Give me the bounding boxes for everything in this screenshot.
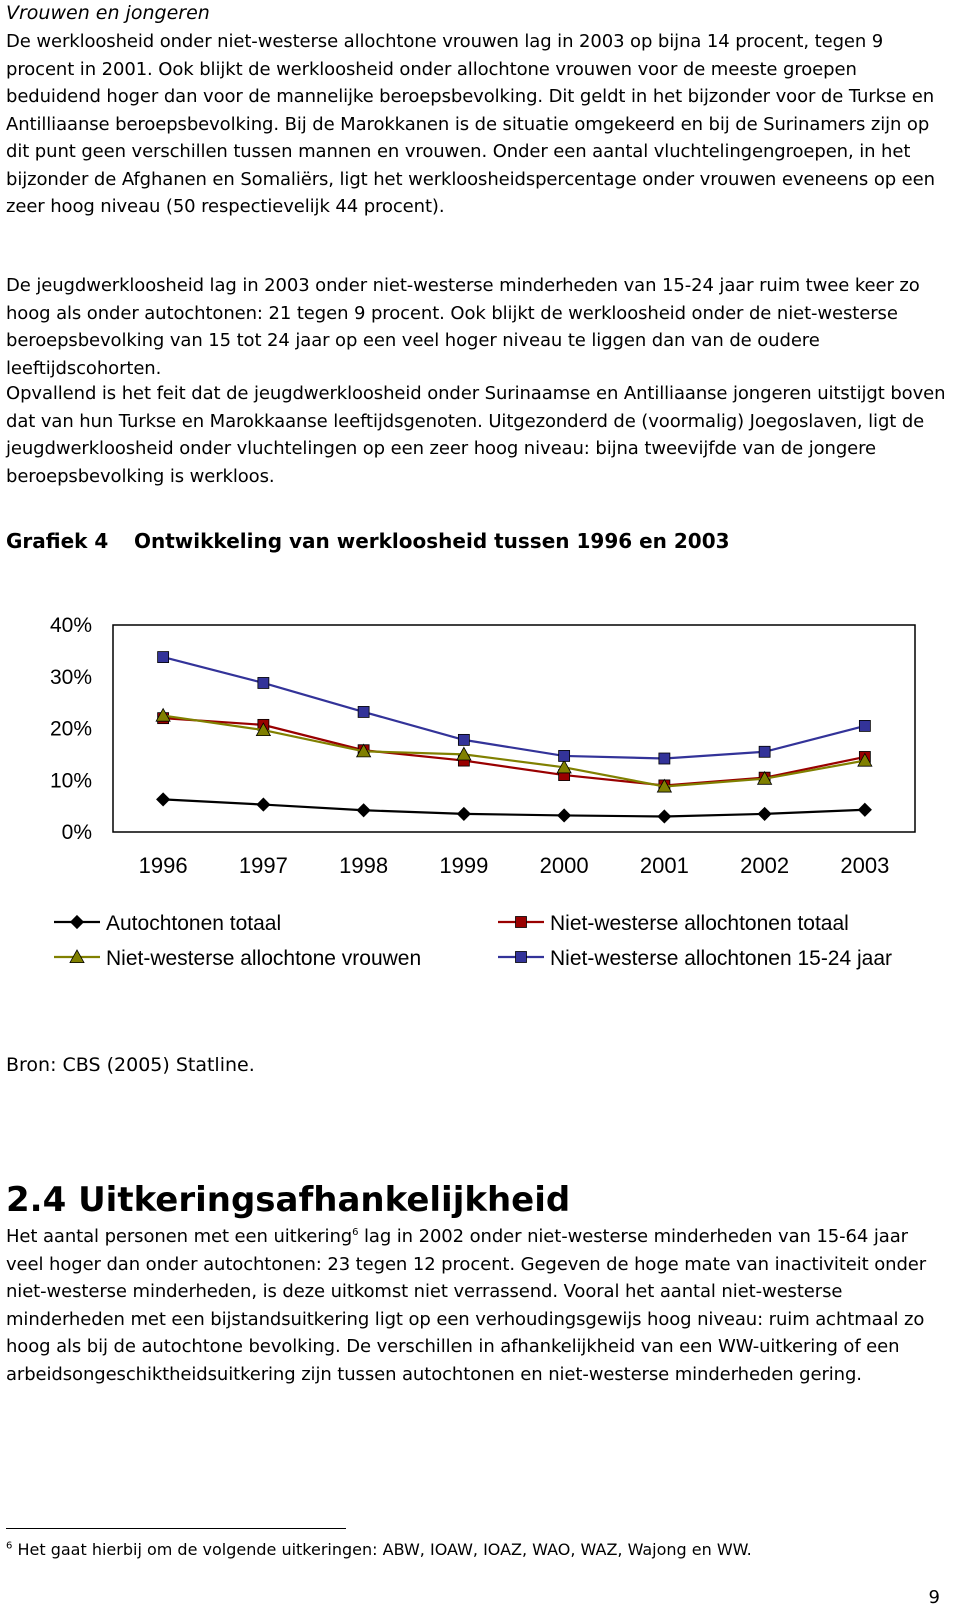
- y-tick-label: 10%: [49, 769, 92, 793]
- legend-label: Niet-westerse allochtonen totaal: [550, 912, 849, 935]
- paragraph: [6, 1223, 946, 1388]
- y-tick-label: 40%: [49, 614, 92, 637]
- legend-label: Niet-westerse allochtone vrouwen: [106, 947, 422, 970]
- paragraph-text: lag in 2002 onder niet-westerse minderheden van 15-64 jaar veel hoger dan onder autochtonen: 23 tegen 12 procent. Gegeven de hoge mate van inactiviteit onder niet-westerse minderheden, is deze uitkomst niet verrassend. Vooral het aantal niet-westerse minderheden met een bijstandsuitkering ligt op een verhoudingsgewijs hoog niveau: ruim achtmaal zo hoog als bij de autochtone bevolking. De verschillen in afhankelijkheid van een WW-uitkering of een arbeidsongeschiktheidsuitkering zijn tussen autochtonen en niet-westerse minderheden gering.: [6, 1226, 927, 1385]
- data-point: [157, 793, 170, 806]
- series-line: [163, 657, 865, 758]
- section-heading: Vrouwen en jongeren: [6, 2, 210, 24]
- x-tick-label: 1996: [138, 853, 188, 878]
- footnote-number: 6: [6, 1540, 13, 1552]
- x-tick-label: 1997: [238, 853, 288, 878]
- data-point: [558, 809, 571, 822]
- footnote-text: Het gaat hierbij om de volgende uitkeringen: ABW, IOAW, IOAZ, WAO, WAZ, Wajong en WW.: [17, 1540, 752, 1559]
- legend-marker: [516, 917, 527, 928]
- data-point: [658, 810, 671, 823]
- paragraph: De werkloosheid onder niet-westerse allochtone vrouwen lag in 2003 op bijna 14 procent, tegen 9 procent in 2001. Ook blijkt de werkloosheid onder allochtone vrouwen voor de meeste groepen beduidend hoger dan voor de mannelijke beroepsbevolking. Dit geldt in het bijzonder voor de Turkse en Antilliaanse beroepsbevolking. Bij de Marokkanen is de situatie omgekeerd en bij de Surinamers zijn op dit punt geen verschillen tussen mannen en vrouwen. Onder een aantal vluchtelingengroepen, in het bijzonder de Afghanen en Somaliërs, ligt het werkloosheidspercentage onder vrouwen eveneens op een zeer hoog niveau (50 respectievelijk 44 procent).: [6, 31, 935, 217]
- section-title: 2.4 Uitkeringsafhankelijkheid: [6, 1180, 571, 1220]
- chart-source: Bron: CBS (2005) Statline.: [6, 1054, 255, 1076]
- page-number: 9: [928, 1587, 940, 1608]
- x-tick-label: 2001: [639, 853, 689, 878]
- y-tick-label: 20%: [49, 717, 92, 741]
- paragraph: De jeugdwerkloosheid lag in 2003 onder niet-westerse minderheden van 15-24 jaar ruim twee keer zo hoog als onder autochtonen: 21 tegen 9 procent. Ook blijkt de werkloosheid onder de niet-westerse beroepsbevolking van 15 tot 24 jaar op een veel hoger niveau te liggen dan van de oudere leeftijdscohorten.: [6, 275, 920, 379]
- graph-label: Grafiek 4: [6, 529, 109, 553]
- paragraph: Opvallend is het feit dat de jeugdwerkloosheid onder Surinaamse en Antilliaanse jongeren uitstijgt boven dat van hun Turkse en Marokkaanse leeftijdsgenoten. Uitgezonderd de (voormalig) Joegoslaven, ligt de jeugdwerkloosheid onder vluchtelingen op een zeer hoog niveau: bijna tweevijfde van de jongere beroepsbevolking is werkloos.: [6, 383, 946, 487]
- y-tick-label: 0%: [61, 821, 92, 844]
- x-tick-label: 1998: [339, 853, 389, 878]
- data-point: [258, 677, 269, 688]
- legend-marker: [516, 952, 527, 963]
- y-tick-label: 30%: [49, 665, 92, 689]
- footnote-reference[interactable]: 6: [352, 1227, 359, 1238]
- data-point: [457, 807, 470, 820]
- graph-title-text: Ontwikkeling van werkloosheid tussen 1996 en 2003: [134, 529, 730, 553]
- footnote: [6, 1540, 752, 1559]
- legend-label: Autochtonen totaal: [106, 912, 282, 935]
- graph-title: [6, 529, 730, 553]
- line-chart: [0, 600, 960, 980]
- data-point: [758, 807, 771, 820]
- data-point: [158, 652, 169, 663]
- data-point: [458, 734, 469, 745]
- data-point: [858, 803, 871, 816]
- data-point: [257, 798, 270, 811]
- footnote-divider: [6, 1528, 346, 1529]
- data-point: [659, 753, 670, 764]
- x-tick-label: 2002: [740, 853, 790, 878]
- paragraph-text: Het aantal personen met een uitkering: [6, 1226, 353, 1247]
- legend-label: Niet-westerse allochtonen 15-24 jaar: [550, 947, 893, 970]
- plot-area: [113, 625, 915, 832]
- data-point: [559, 750, 570, 761]
- x-tick-label: 1999: [439, 853, 489, 878]
- data-point: [357, 804, 370, 817]
- data-point: [759, 746, 770, 757]
- x-tick-label: 2000: [539, 853, 589, 878]
- legend-marker: [71, 916, 84, 929]
- data-point: [859, 720, 870, 731]
- x-tick-label: 2003: [840, 853, 890, 878]
- data-point: [358, 706, 369, 717]
